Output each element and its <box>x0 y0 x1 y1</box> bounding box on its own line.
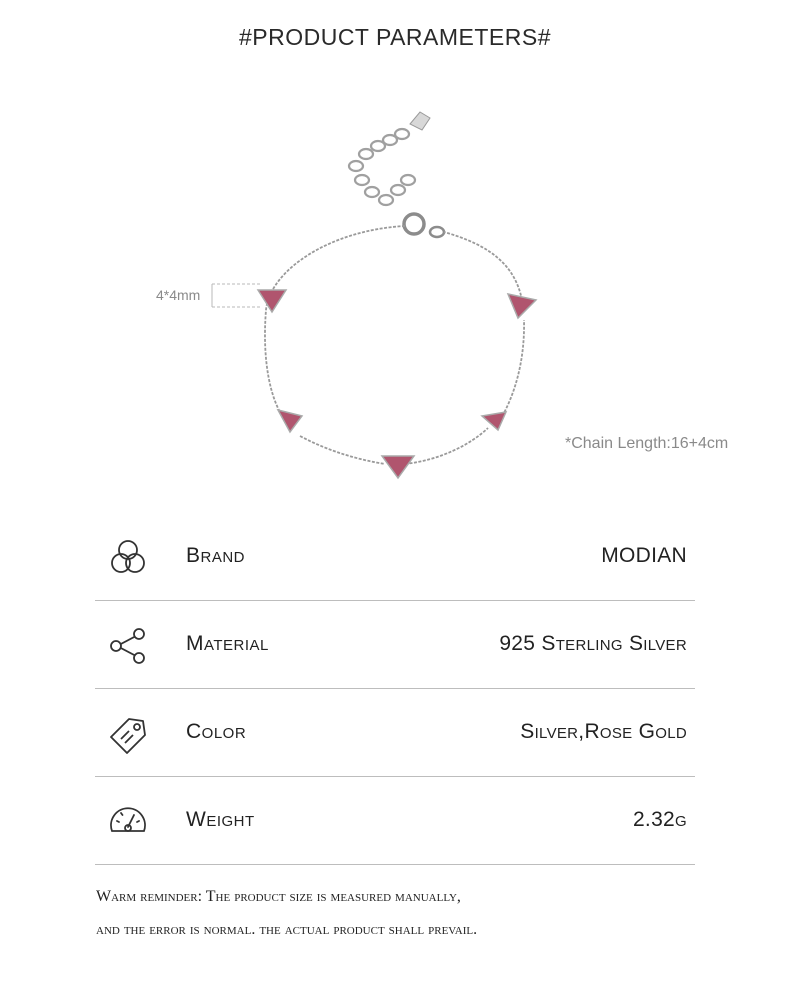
param-value: 2.32g <box>632 808 687 831</box>
circles-icon <box>107 537 149 579</box>
dimension-label: 4*4mm <box>156 287 201 303</box>
gauge-icon <box>107 801 149 843</box>
parameters-table <box>95 513 695 865</box>
param-label: Weight <box>186 808 255 831</box>
param-row-weight <box>95 777 695 865</box>
share-nodes-icon <box>107 625 149 667</box>
reminder-line-2: and the error is normal. the actual product shall prevail. <box>96 921 478 938</box>
param-value: Silver,Rose Gold <box>520 720 687 743</box>
param-row-material <box>95 601 695 689</box>
chain-length-label: *Chain Length:16+4cm <box>565 435 729 452</box>
param-label: Material <box>186 632 269 655</box>
param-value: 925 Sterling Silver <box>499 632 687 655</box>
param-row-color <box>95 689 695 777</box>
param-label: Brand <box>186 544 246 567</box>
param-row-brand <box>95 513 695 601</box>
reminder-line-1: Warm reminder: The product size is measured manually, <box>96 888 461 905</box>
param-value: MODIAN <box>601 544 687 567</box>
page-title: #PRODUCT PARAMETERS# <box>238 24 552 50</box>
param-label: Color <box>186 720 247 743</box>
tag-icon <box>107 713 149 755</box>
warm-reminder <box>96 880 716 946</box>
